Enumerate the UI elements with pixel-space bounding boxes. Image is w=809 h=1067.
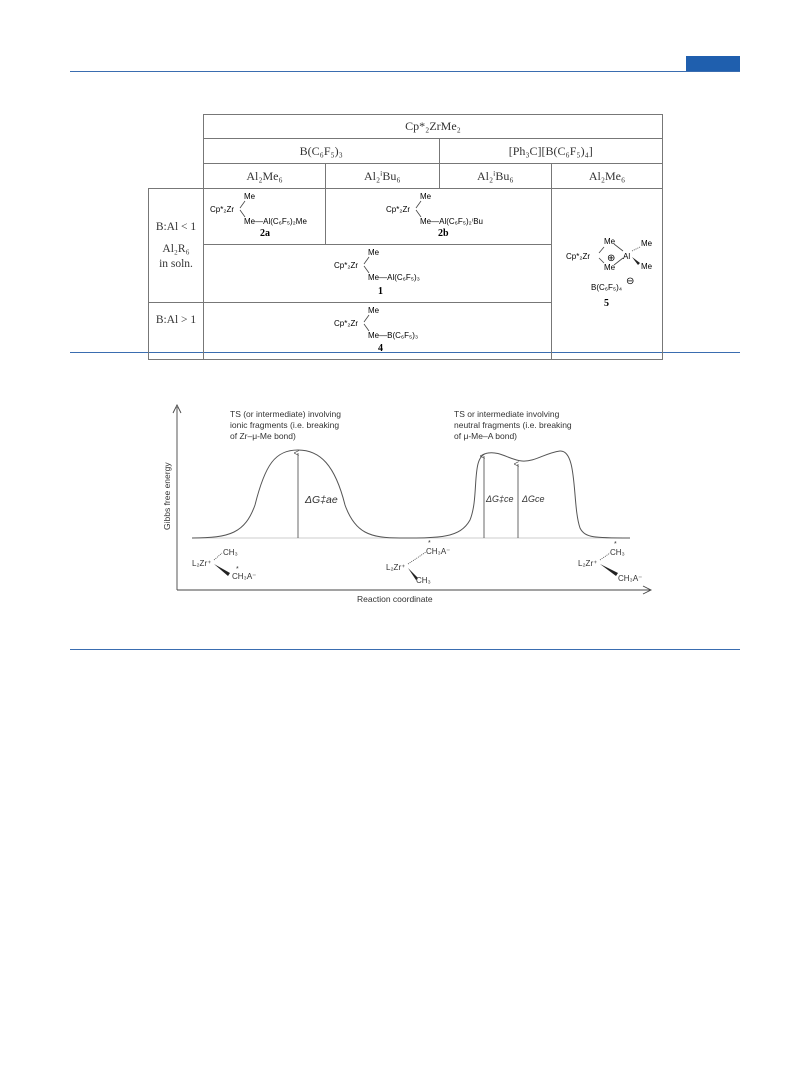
compound-2b (326, 189, 551, 240)
delta-g-ae: ΔG‡ae (305, 494, 338, 506)
header-accent-tab (686, 56, 740, 71)
c1-label: 1 (377, 286, 383, 297)
comparison-table (148, 114, 663, 360)
energy-profile (192, 450, 630, 538)
sp3-zr: L₂Zr⁺ (578, 559, 598, 568)
compound-5 (552, 195, 662, 349)
header-alkyl-1: Al₂Me₆ (204, 164, 326, 189)
compound-5-cell (552, 189, 663, 360)
sp3-bottom: CH₃A⁻ (618, 574, 643, 583)
ts1-line2: ionic fragments (i.e. breaking (230, 420, 340, 430)
sp3-star: * (614, 541, 617, 548)
compound-1 (205, 245, 551, 298)
c2a-top-me: Me (244, 192, 256, 201)
c5-me-right-top: Me (641, 239, 653, 248)
header-activator-borane: B(C₆F₅)₃ (204, 139, 440, 164)
ts2-line3: of μ-Me–A bond) (454, 431, 518, 441)
delta-g-ce: ΔGce (522, 494, 545, 504)
compound-1-cell (204, 245, 552, 303)
header-activator-trityl: [Ph₃C][B(C₆F₅)₄] (439, 139, 663, 164)
sp1-top: CH₃ (223, 548, 238, 557)
c5-al: Al (623, 252, 631, 261)
solution-label: Al₂R₆ (162, 243, 190, 256)
c5-me-upper: Me (604, 237, 616, 246)
c5-metal: Cp*₂Zr (566, 252, 590, 261)
species-intermediate (386, 540, 450, 585)
header-alkyl-4: Al₂Me₆ (552, 164, 663, 189)
energy-diagram (150, 395, 660, 610)
ts2-line2: neutral fragments (i.e. breaking (454, 420, 572, 430)
delta-g-ce-ts: ΔG‡ce (486, 494, 514, 504)
species-reactant (192, 548, 256, 581)
compound-4 (205, 303, 551, 355)
header-metallocene: Cp*₂ZrMe₂ (204, 115, 663, 139)
sp2-zr: L₂Zr⁺ (386, 563, 406, 572)
c2b-label: 2b (438, 228, 449, 239)
c1-top-me: Me (367, 248, 379, 257)
c5-me-right-bottom: Me (641, 262, 653, 271)
ratio-low-label: B:Al < 1 (155, 220, 197, 233)
c2a-metal: Cp*₂Zr (210, 205, 234, 214)
c2a-bottom: Me—Al(C₆F₅)₂Me (244, 217, 307, 226)
compound-2b-cell (326, 189, 552, 245)
c1-metal: Cp*₂Zr (333, 261, 358, 270)
sp2-star: * (428, 540, 431, 547)
c4-metal: Cp*₂Zr (333, 319, 358, 328)
c5-me-lower: Me (604, 263, 616, 272)
c2b-bottom: Me—Al(C₆F₅)₂ⁱBu (420, 217, 483, 226)
c2b-top-me: Me (420, 192, 432, 201)
solution-label-2: in soln. (159, 257, 193, 270)
x-axis-label: Reaction coordinate (357, 594, 433, 604)
c2a-label: 2a (260, 228, 270, 239)
compound-4-cell (204, 303, 552, 360)
compound-2a-cell (204, 189, 326, 245)
row-label-high (149, 303, 204, 360)
header-alkyl-3: Al₂ⁱBu₆ (439, 164, 552, 189)
ts1-line3: of Zr–μ-Me bond) (230, 431, 296, 441)
sp1-bottom: CH₃A⁻ (232, 572, 257, 581)
c2b-metal: Cp*₂Zr (386, 205, 410, 214)
y-axis-label: Gibbs free energy (162, 462, 172, 530)
c5-anion: B(C₆F₅)₄ (591, 283, 623, 292)
species-product (578, 541, 642, 583)
compound-2a (204, 189, 325, 240)
top-rule (70, 71, 740, 72)
c4-label: 4 (377, 343, 383, 354)
c5-plus: ⊕ (607, 253, 616, 264)
ratio-high-label: B:Al > 1 (155, 314, 197, 326)
c4-top-me: Me (367, 306, 379, 315)
bottom-rule (70, 649, 740, 650)
sp1-star: * (236, 566, 239, 573)
sp2-bottom: CH₃ (416, 576, 431, 585)
sp1-zr: L₂Zr⁺ (192, 559, 212, 568)
row-label-low (149, 189, 204, 303)
c5-minus: ⊖ (626, 276, 635, 287)
c1-bottom: Me—Al(C₆F₅)₃ (367, 273, 420, 282)
ts2-line1: TS or intermediate involving (454, 409, 560, 419)
sp2-top: CH₃A⁻ (426, 547, 451, 556)
ts1-line1: TS (or intermediate) involving (230, 409, 342, 419)
sp3-top: CH₃ (610, 548, 625, 557)
c5-label: 5 (604, 298, 609, 309)
c4-bottom: Me—B(C₆F₅)₃ (367, 331, 418, 340)
header-alkyl-2: Al₂ⁱBu₆ (326, 164, 440, 189)
